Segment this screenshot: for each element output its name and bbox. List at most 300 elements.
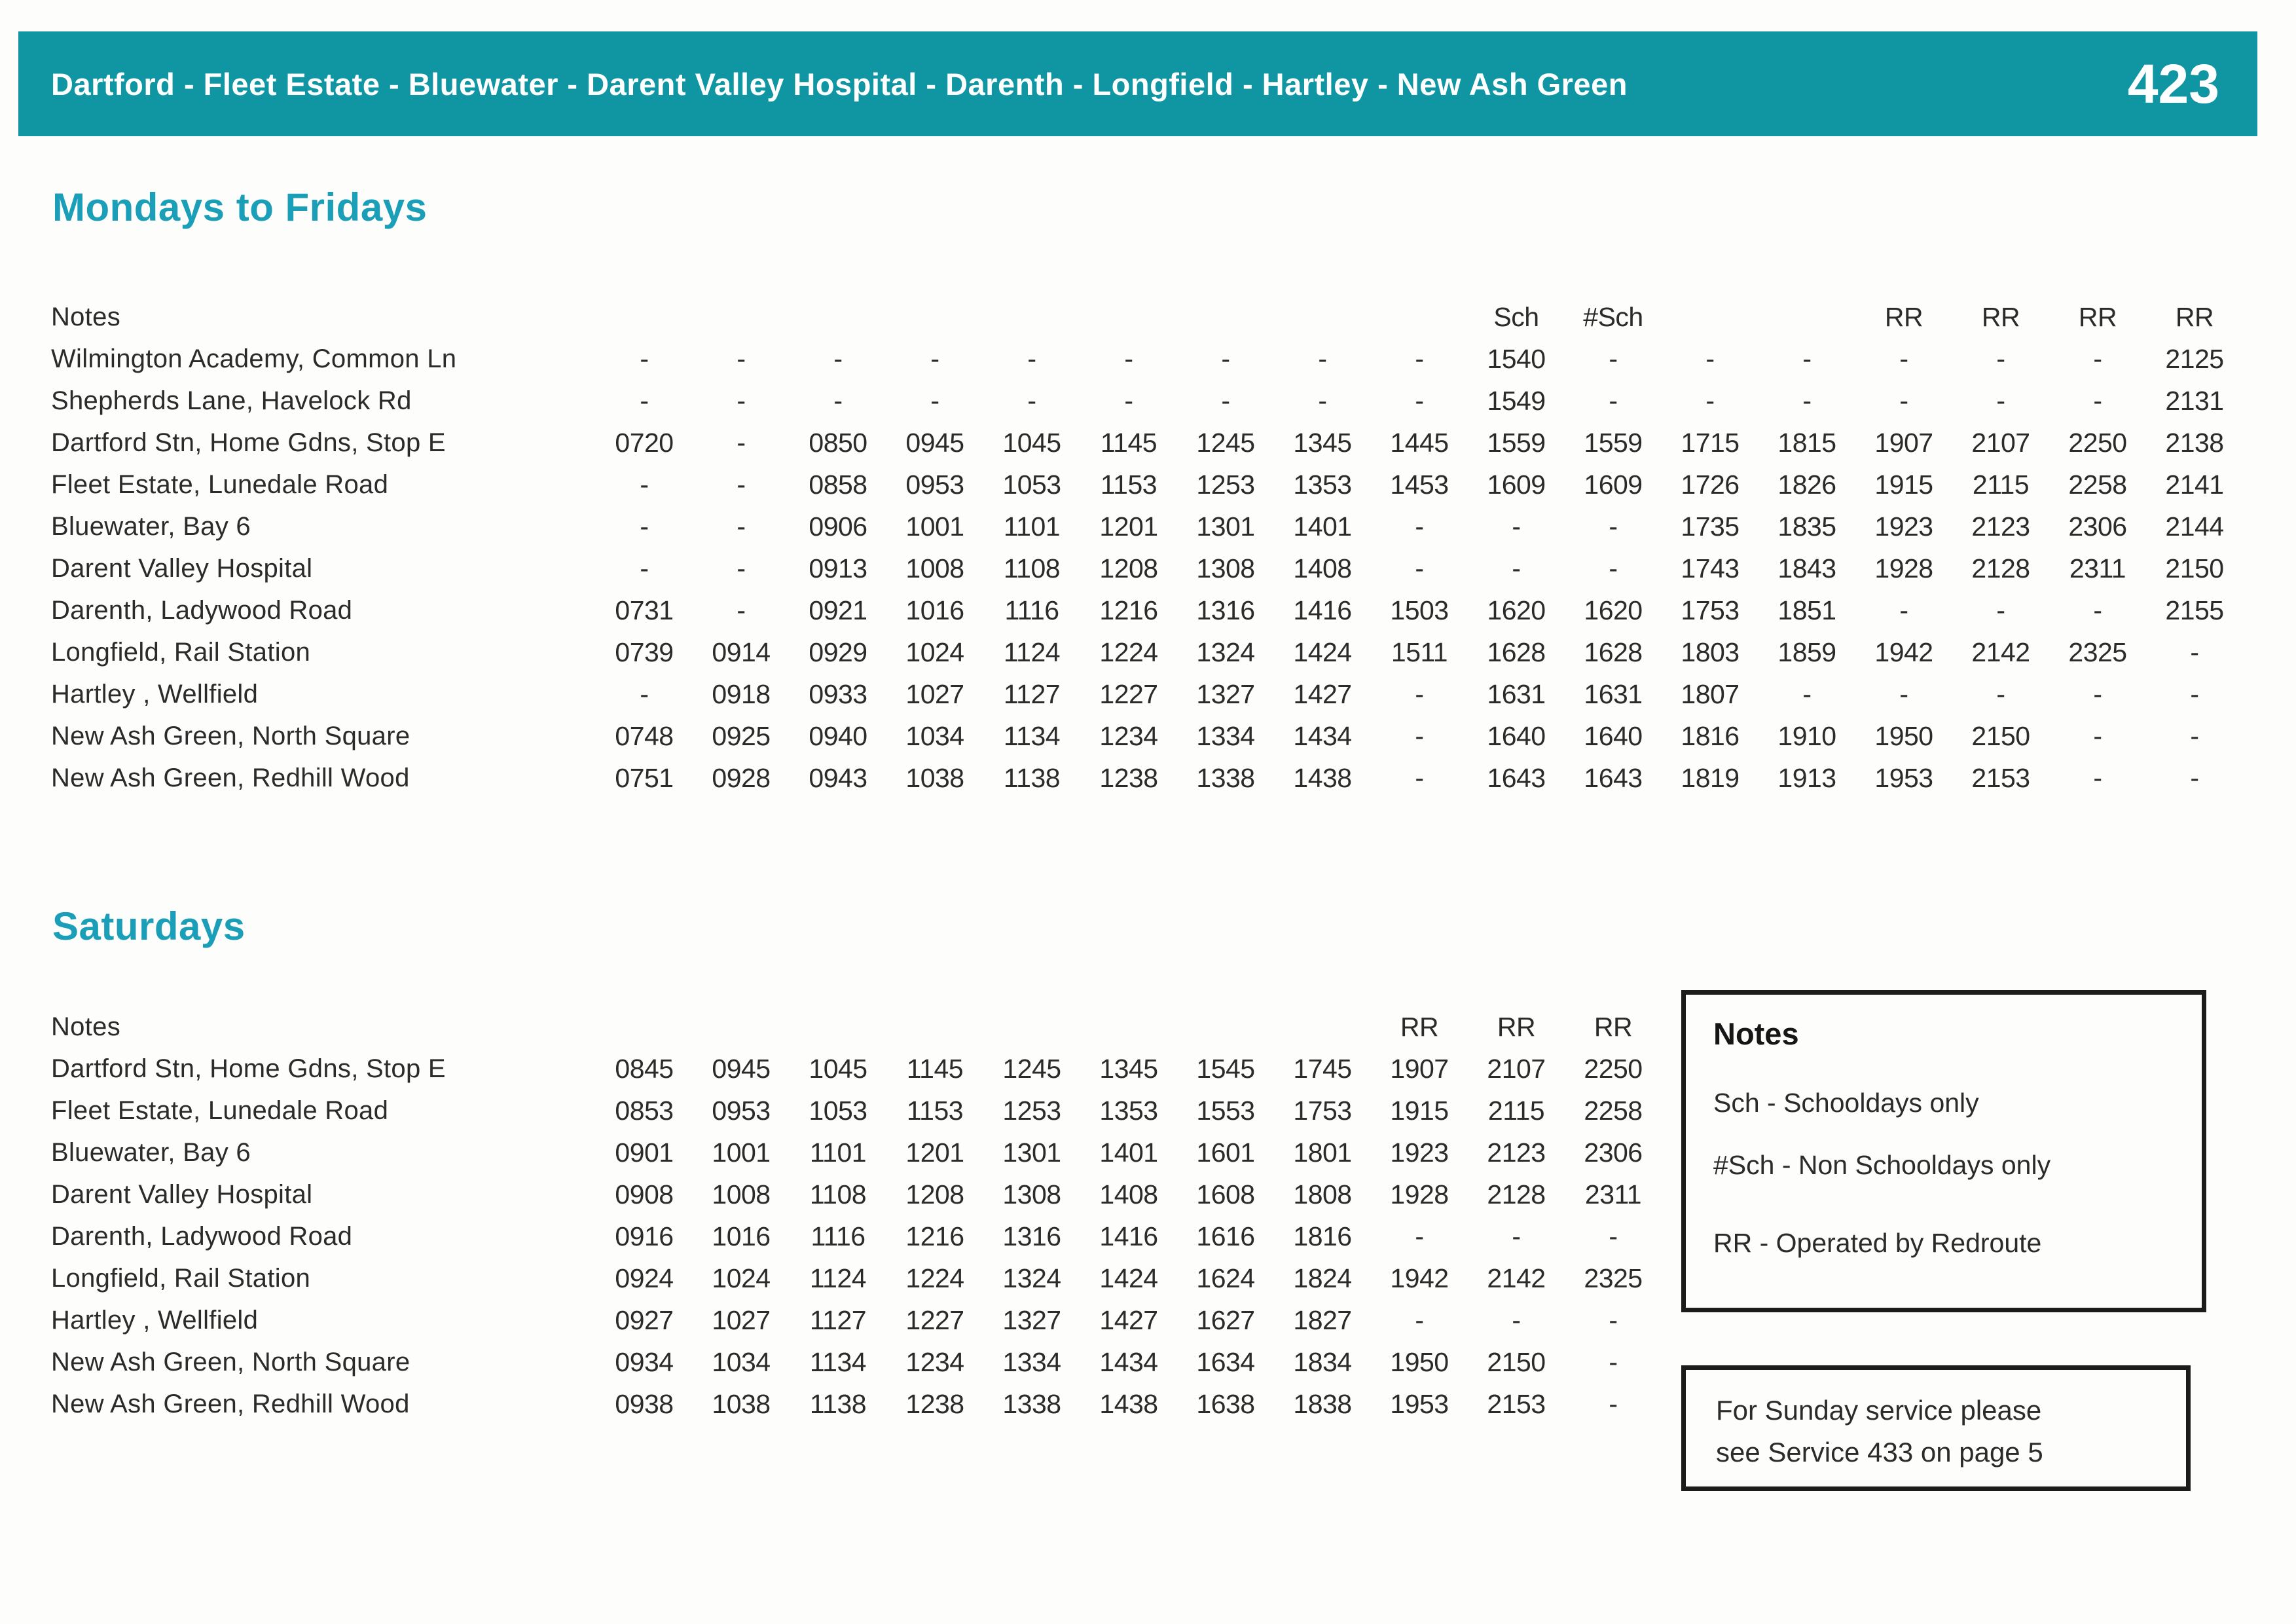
time-cell: 1408 (1293, 553, 1352, 583)
time-cell: - (2190, 720, 2199, 751)
stop-name-cell: Bluewater, Bay 6 (51, 511, 251, 541)
time-cell: 2150 (2165, 553, 2224, 583)
time-cell: 0945 (905, 427, 964, 458)
time-cell: 1201 (1099, 511, 1158, 542)
stop-name-cell: Hartley , Wellfield (51, 1305, 259, 1335)
time-cell: 0943 (809, 762, 867, 793)
time-cell: 1053 (1002, 469, 1061, 500)
time-cell: 1559 (1487, 427, 1546, 458)
time-cell: 1838 (1293, 1388, 1352, 1419)
note-redroute: RR - Operated by Redroute (1713, 1228, 2042, 1258)
time-cell: - (1415, 1304, 1424, 1335)
time-cell: 0908 (615, 1179, 674, 1209)
time-cell: 1134 (1003, 720, 1061, 751)
timetable-row (51, 506, 2243, 547)
time-cell: 1616 (1196, 1221, 1255, 1251)
timetable-row (51, 547, 2243, 589)
note-flag-cell (596, 296, 693, 338)
timetable-row (51, 757, 2243, 799)
time-cell: - (1415, 678, 1424, 709)
time-cell: 1928 (1390, 1179, 1449, 1209)
time-cell: - (1705, 343, 1715, 374)
time-cell: 0845 (615, 1053, 674, 1084)
time-cell: 2325 (2068, 637, 2127, 667)
time-cell: 1127 (1003, 678, 1061, 709)
time-cell: 2311 (2069, 553, 2126, 583)
time-cell: 2115 (1972, 469, 2030, 500)
time-cell: 1101 (1003, 511, 1061, 542)
time-cell: - (1512, 1304, 1521, 1335)
time-cell: 2144 (2165, 511, 2224, 542)
time-cell: 0731 (615, 595, 674, 625)
time-cell: 1353 (1099, 1095, 1158, 1126)
stop-name-cell: Shepherds Lane, Havelock Rd (51, 386, 412, 415)
route-number: 423 (2127, 52, 2219, 115)
notes-label: Notes (51, 302, 120, 331)
time-cell: - (1899, 678, 1908, 709)
time-cell: 1116 (1004, 595, 1059, 625)
note-flag-cell (1662, 296, 1758, 338)
time-cell: - (1802, 343, 1812, 374)
time-cell: 1745 (1293, 1053, 1352, 1084)
time-cell: 1540 (1487, 343, 1546, 374)
time-cell: - (1609, 343, 1618, 374)
time-cell: 2325 (1584, 1263, 1643, 1293)
time-cell: 1238 (1099, 762, 1158, 793)
time-cell: 1134 (809, 1346, 867, 1377)
stop-name-cell: New Ash Green, North Square (51, 721, 410, 750)
stop-name-cell: Fleet Estate, Lunedale Road (51, 1096, 389, 1125)
time-cell: - (1415, 511, 1424, 542)
note-flag-cell (1371, 296, 1468, 338)
time-cell: 1416 (1293, 595, 1352, 625)
time-cell: 1324 (1002, 1263, 1061, 1293)
time-cell: 1753 (1293, 1095, 1352, 1126)
timetable-row (51, 1132, 1662, 1173)
stop-name-cell: Longfield, Rail Station (51, 1263, 311, 1293)
stop-name-cell: Darenth, Ladywood Road (51, 1221, 353, 1251)
time-cell: 2125 (2165, 343, 2224, 374)
timetable-row (51, 338, 2243, 380)
stop-name-cell: New Ash Green, Redhill Wood (51, 763, 410, 792)
note-flag-cell (693, 296, 790, 338)
note-flag-cell (1758, 296, 1855, 338)
note-flag-cell (886, 1006, 983, 1048)
time-cell: 1053 (809, 1095, 867, 1126)
time-cell: 0928 (712, 762, 771, 793)
time-cell: - (1899, 385, 1908, 416)
time-cell: 1511 (1391, 637, 1448, 667)
time-cell: 1640 (1584, 720, 1643, 751)
time-cell: 2141 (2165, 469, 2224, 500)
sunday-service-line-2: see Service 433 on page 5 (1716, 1437, 2043, 1467)
time-cell: 1124 (1003, 637, 1061, 667)
notes-legend-box (1681, 990, 2206, 1312)
timetable-row (51, 631, 2243, 673)
time-cell: 1027 (712, 1304, 771, 1335)
time-cell: 1816 (1293, 1221, 1352, 1251)
time-cell: - (1802, 678, 1812, 709)
time-cell: 1424 (1293, 637, 1352, 667)
time-cell: 1634 (1196, 1346, 1255, 1377)
time-cell: 1308 (1002, 1179, 1061, 1209)
time-cell: 1942 (1874, 637, 1933, 667)
time-cell: 1334 (1196, 720, 1255, 751)
time-cell: - (1899, 343, 1908, 374)
time-cell: - (1124, 343, 1133, 374)
timetable-row (51, 589, 2243, 631)
time-cell: 1801 (1293, 1137, 1352, 1168)
time-cell: - (1415, 343, 1424, 374)
time-cell: 1234 (905, 1346, 964, 1377)
note-flag-cell (1177, 1006, 1274, 1048)
time-cell: - (2190, 762, 2199, 793)
time-cell: 1008 (712, 1179, 771, 1209)
time-cell: 0940 (809, 720, 867, 751)
time-cell: - (833, 385, 843, 416)
time-cell: 2123 (1487, 1137, 1546, 1168)
time-cell: 1324 (1196, 637, 1255, 667)
time-cell: 1827 (1293, 1304, 1352, 1335)
time-cell: 1308 (1196, 553, 1255, 583)
saturday-timetable (51, 1006, 1662, 1425)
route-header-bar (18, 31, 2257, 136)
time-cell: 1316 (1196, 595, 1255, 625)
time-cell: 1913 (1777, 762, 1836, 793)
time-cell: 1138 (1003, 762, 1061, 793)
time-cell: 1808 (1293, 1179, 1352, 1209)
time-cell: 0945 (712, 1053, 771, 1084)
time-cell: - (1609, 1388, 1618, 1419)
time-cell: 0906 (809, 511, 867, 542)
time-cell: 0914 (712, 637, 771, 667)
time-cell: 1627 (1196, 1304, 1255, 1335)
time-cell: 0925 (712, 720, 771, 751)
time-cell: 1401 (1099, 1137, 1158, 1168)
note-flag-cell (983, 1006, 1080, 1048)
time-cell: 1216 (1099, 595, 1158, 625)
time-cell: 1345 (1293, 427, 1352, 458)
notes-label: Notes (51, 1012, 120, 1041)
time-cell: 1851 (1777, 595, 1836, 625)
time-cell: 1609 (1584, 469, 1643, 500)
time-cell: 1434 (1293, 720, 1352, 751)
time-cell: 0853 (615, 1095, 674, 1126)
time-cell: 1301 (1002, 1137, 1061, 1168)
time-cell: - (1609, 553, 1618, 583)
timetable-row (51, 673, 2243, 715)
time-cell: 2155 (2165, 595, 2224, 625)
time-cell: - (1415, 1221, 1424, 1251)
time-cell: - (2093, 595, 2102, 625)
time-cell: 1224 (905, 1263, 964, 1293)
time-cell: 1735 (1681, 511, 1740, 542)
note-flag-cell (596, 1006, 693, 1048)
weekday-timetable (51, 296, 2243, 799)
time-cell: 2107 (1487, 1053, 1546, 1084)
time-cell: 1643 (1487, 762, 1546, 793)
timetable-row (51, 715, 2243, 757)
note-flag-cell (790, 1006, 886, 1048)
time-cell: 1628 (1584, 637, 1643, 667)
stop-name-cell: Darenth, Ladywood Road (51, 595, 353, 625)
time-cell: - (1512, 511, 1521, 542)
time-cell: 1253 (1002, 1095, 1061, 1126)
note-flag-cell: RR (1400, 1011, 1439, 1042)
time-cell: 1753 (1681, 595, 1740, 625)
time-cell: - (640, 553, 649, 583)
time-cell: 1153 (1100, 469, 1157, 500)
time-cell: 1726 (1681, 469, 1740, 500)
time-cell: - (1609, 1346, 1618, 1377)
time-cell: 2138 (2165, 427, 2224, 458)
stop-name-cell: Longfield, Rail Station (51, 637, 311, 667)
time-cell: 0913 (809, 553, 867, 583)
timetable-row (51, 1090, 1662, 1132)
time-cell: 1027 (905, 678, 964, 709)
timetable-row (51, 1048, 1662, 1090)
time-cell: 1327 (1002, 1304, 1061, 1335)
time-cell: - (2093, 678, 2102, 709)
note-flag-cell (1177, 296, 1274, 338)
time-cell: 1208 (905, 1179, 964, 1209)
time-cell: 1138 (809, 1388, 867, 1419)
time-cell: - (1221, 385, 1230, 416)
time-cell: 1024 (905, 637, 964, 667)
time-cell: 1201 (905, 1137, 964, 1168)
time-cell: - (930, 343, 939, 374)
time-cell: - (1124, 385, 1133, 416)
time-cell: - (930, 385, 939, 416)
time-cell: - (1996, 678, 2005, 709)
time-cell: 2250 (2068, 427, 2127, 458)
note-flag-cell (886, 296, 983, 338)
time-cell: 1334 (1002, 1346, 1061, 1377)
time-cell: - (1705, 385, 1715, 416)
time-cell: 0953 (905, 469, 964, 500)
time-cell: 1034 (712, 1346, 771, 1377)
note-non-schooldays: #Sch - Non Schooldays only (1713, 1150, 2051, 1180)
time-cell: 1503 (1390, 595, 1449, 625)
time-cell: 1631 (1584, 678, 1643, 709)
time-cell: - (1899, 595, 1908, 625)
time-cell: 2128 (1971, 553, 2030, 583)
time-cell: 1907 (1874, 427, 1933, 458)
time-cell: 1116 (811, 1221, 866, 1251)
time-cell: - (2093, 343, 2102, 374)
time-cell: - (2190, 637, 2199, 667)
stop-name-cell: Wilmington Academy, Common Ln (51, 344, 457, 373)
time-cell: 2250 (1584, 1053, 1643, 1084)
time-cell: 0901 (615, 1137, 674, 1168)
time-cell: 2142 (1971, 637, 2030, 667)
time-cell: 1953 (1874, 762, 1933, 793)
time-cell: - (833, 343, 843, 374)
time-cell: 0934 (615, 1346, 674, 1377)
time-cell: - (737, 385, 746, 416)
time-cell: 1427 (1099, 1304, 1158, 1335)
notes-header-row (51, 1006, 1662, 1048)
time-cell: 2150 (1487, 1346, 1546, 1377)
time-cell: 1001 (905, 511, 964, 542)
time-cell: 0929 (809, 637, 867, 667)
time-cell: 1316 (1002, 1221, 1061, 1251)
time-cell: - (1221, 343, 1230, 374)
note-schooldays: Sch - Schooldays only (1713, 1088, 1979, 1118)
time-cell: 1024 (712, 1263, 771, 1293)
stop-name-cell: New Ash Green, North Square (51, 1347, 410, 1376)
time-cell: 1643 (1584, 762, 1643, 793)
time-cell: - (737, 595, 746, 625)
timetable-row (51, 380, 2243, 422)
time-cell: 1045 (1002, 427, 1061, 458)
time-cell: 1008 (905, 553, 964, 583)
note-flag-cell: RR (1497, 1011, 1536, 1042)
time-cell: - (737, 427, 746, 458)
time-cell: 1824 (1293, 1263, 1352, 1293)
timetable-row (51, 1299, 1662, 1341)
time-cell: - (1996, 595, 2005, 625)
time-cell: 2153 (1971, 762, 2030, 793)
time-cell: 1016 (905, 595, 964, 625)
time-cell: - (1027, 343, 1036, 374)
time-cell: 1227 (1099, 678, 1158, 709)
time-cell: 1928 (1874, 553, 1933, 583)
time-cell: 1743 (1681, 553, 1740, 583)
time-cell: 1108 (809, 1179, 867, 1209)
note-flag-cell: RR (2078, 301, 2117, 332)
time-cell: 1438 (1293, 762, 1352, 793)
time-cell: 1624 (1196, 1263, 1255, 1293)
note-flag-cell: #Sch (1583, 301, 1643, 332)
stop-name-cell: New Ash Green, Redhill Wood (51, 1389, 410, 1418)
time-cell: 0720 (615, 427, 674, 458)
stop-name-cell: Darent Valley Hospital (51, 553, 313, 583)
time-cell: - (2093, 762, 2102, 793)
time-cell: 1438 (1099, 1388, 1158, 1419)
time-cell: 0748 (615, 720, 674, 751)
time-cell: 0953 (712, 1095, 771, 1126)
time-cell: 0850 (809, 427, 867, 458)
time-cell: - (1027, 385, 1036, 416)
time-cell: 1950 (1874, 720, 1933, 751)
time-cell: 1638 (1196, 1388, 1255, 1419)
time-cell: 1601 (1196, 1137, 1255, 1168)
stop-name-cell: Darent Valley Hospital (51, 1179, 313, 1209)
time-cell: - (640, 385, 649, 416)
time-cell: 1950 (1390, 1346, 1449, 1377)
time-cell: 1843 (1777, 553, 1836, 583)
time-cell: 1338 (1196, 762, 1255, 793)
time-cell: 1345 (1099, 1053, 1158, 1084)
time-cell: 1620 (1487, 595, 1546, 625)
time-cell: 1224 (1099, 637, 1158, 667)
time-cell: - (1512, 553, 1521, 583)
time-cell: 1245 (1002, 1053, 1061, 1084)
time-cell: - (1609, 385, 1618, 416)
time-cell: 1453 (1390, 469, 1449, 500)
time-cell: 1401 (1293, 511, 1352, 542)
weekday-section-title: Mondays to Fridays (52, 185, 428, 229)
time-cell: - (640, 469, 649, 500)
time-cell: - (640, 343, 649, 374)
time-cell: 1045 (809, 1053, 867, 1084)
time-cell: - (1996, 343, 2005, 374)
notes-legend-title: Notes (1713, 1016, 1799, 1051)
time-cell: - (1415, 720, 1424, 751)
time-cell: 0858 (809, 469, 867, 500)
time-cell: 2258 (2068, 469, 2127, 500)
time-cell: - (737, 469, 746, 500)
time-cell: 1910 (1777, 720, 1836, 751)
time-cell: 0924 (615, 1263, 674, 1293)
time-cell: - (1415, 553, 1424, 583)
time-cell: 1445 (1390, 427, 1449, 458)
time-cell: - (1996, 385, 2005, 416)
time-cell: 0927 (615, 1304, 674, 1335)
time-cell: 2150 (1971, 720, 2030, 751)
time-cell: 0921 (809, 595, 867, 625)
time-cell: 1253 (1196, 469, 1255, 500)
time-cell: 1942 (1390, 1263, 1449, 1293)
time-cell: 1803 (1681, 637, 1740, 667)
time-cell: - (1609, 1304, 1618, 1335)
time-cell: 1001 (712, 1137, 771, 1168)
time-cell: 1108 (1003, 553, 1061, 583)
note-flag-cell (1274, 296, 1371, 338)
time-cell: - (1512, 1221, 1521, 1251)
time-cell: 2311 (1584, 1179, 1642, 1209)
note-flag-cell: RR (1884, 301, 1923, 332)
time-cell: 1124 (809, 1263, 867, 1293)
note-flag-cell (1080, 1006, 1177, 1048)
time-cell: 1038 (905, 762, 964, 793)
time-cell: 1545 (1196, 1053, 1255, 1084)
time-cell: - (1318, 385, 1327, 416)
time-cell: 2306 (2068, 511, 2127, 542)
time-cell: 1101 (809, 1137, 867, 1168)
time-cell: 2128 (1487, 1179, 1546, 1209)
sunday-service-box (1681, 1365, 2191, 1491)
time-cell: 1835 (1777, 511, 1836, 542)
time-cell: 0933 (809, 678, 867, 709)
note-flag-cell (983, 296, 1080, 338)
timetable-row (51, 1341, 1662, 1383)
note-flag-cell (790, 296, 886, 338)
time-cell: - (737, 553, 746, 583)
timetable-row (51, 422, 2243, 464)
time-cell: 1816 (1681, 720, 1740, 751)
time-cell: 1907 (1390, 1053, 1449, 1084)
time-cell: 1227 (905, 1304, 964, 1335)
time-cell: 2131 (2165, 385, 2224, 416)
stop-name-cell: Dartford Stn, Home Gdns, Stop E (51, 428, 446, 457)
time-cell: - (2190, 678, 2199, 709)
sunday-service-line-1: For Sunday service please (1716, 1395, 2042, 1426)
time-cell: 1416 (1099, 1221, 1158, 1251)
time-cell: 1559 (1584, 427, 1643, 458)
time-cell: 1034 (905, 720, 964, 751)
time-cell: 1553 (1196, 1095, 1255, 1126)
time-cell: 2115 (1487, 1095, 1545, 1126)
route-description: Dartford - Fleet Estate - Bluewater - Darent Valley Hospital - Darenth - Longfield - Hartley - New Ash Green (51, 66, 1628, 101)
time-cell: 1628 (1487, 637, 1546, 667)
time-cell: 1434 (1099, 1346, 1158, 1377)
time-cell: 1620 (1584, 595, 1643, 625)
time-cell: 0739 (615, 637, 674, 667)
time-cell: 1327 (1196, 678, 1255, 709)
time-cell: 1631 (1487, 678, 1546, 709)
